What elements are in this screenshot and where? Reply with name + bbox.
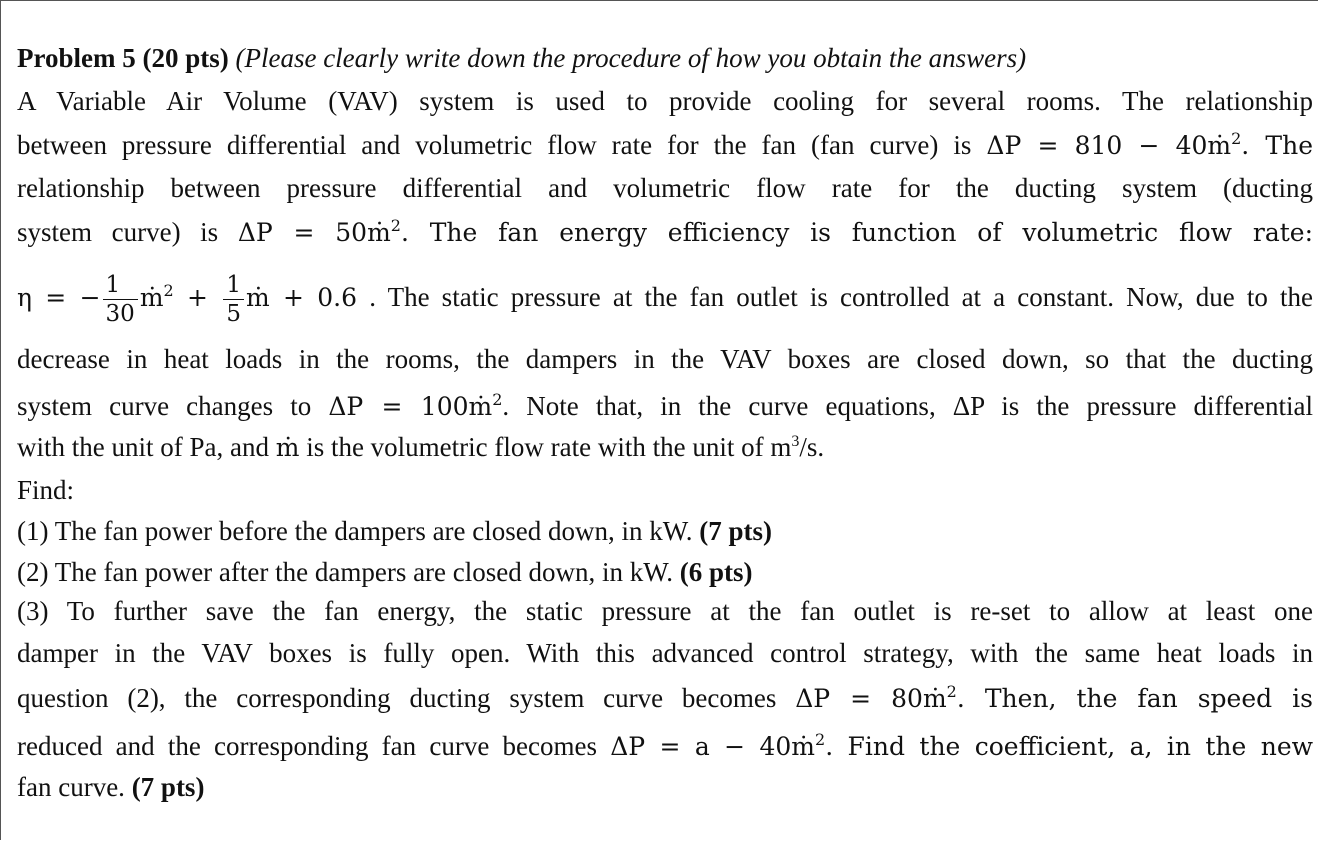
paragraph-line-1: A Variable Air Volume (VAV) system is used to provide cooling for several rooms. The relationship [17, 86, 1313, 116]
question-1: (1) The fan power before the dampers are closed down, in kW. (7 pts) [17, 516, 773, 546]
efficiency-equation: η = − $\frac{1}{30}$ ṁ$^2$ + $\frac{1}{5}$ ṁ + 0.6 [17, 272, 358, 327]
paragraph-line-7: system curve changes to ΔP = 100ṁ$^2$. Note that, in the curve equations, ΔP is the pressure differential [17, 390, 1314, 421]
problem-title: Problem 5 (20 pts) [17, 43, 229, 73]
question-2-points: (6 pts) [679, 557, 753, 587]
question-3-line-5: fan curve. (7 pts) [17, 772, 205, 802]
paragraph-line-6: decrease in heat loads in the rooms, the dampers in the VAV boxes are closed down, so that the ducting [17, 344, 1313, 374]
efficiency-equation-line: η = − $\frac{1}{30}$ ṁ$^2$ + $\frac{1}{5}$ ṁ + 0.6 . The static pressure at the fan outlet is controlled at a constant. Now, due to the [17, 272, 1314, 327]
question-3-line-4: reduced and the corresponding fan curve becomes ΔP = a − 40ṁ$^2$. Find the coefficient, a, in the new [17, 730, 1314, 761]
question-3-line-2: damper in the VAV boxes is fully open. With this advanced control strategy, with the same heat loads in [17, 638, 1313, 668]
paragraph-line-2: between pressure differential and volumetric flow rate for the fan (fan curve) is ΔP = 810 − 40ṁ$^2$. The [17, 129, 1313, 160]
problem-heading [17, 41, 1313, 75]
paragraph-line-4: system curve) is ΔP = 50ṁ$^2$. The fan energy efficiency is function of volumetric flow rate: [17, 216, 1314, 247]
find-label: Find: [17, 475, 75, 505]
fan-curve-2-equation: ΔP = a − 40ṁ$^2$. Find the coefficient, a, in the new [610, 730, 1314, 761]
question-3-line-1: (3) To further save the fan energy, the static pressure at the fan outlet is re-set to allow at least one [17, 596, 1313, 626]
fraction-1-30: $\frac{1}{30}$ [103, 271, 138, 328]
question-2: (2) The fan power after the dampers are closed down, in kW. (6 pts) [17, 557, 753, 587]
paragraph-line-3: relationship between pressure differential and volumetric flow rate for the ducting system (ducting [17, 173, 1313, 203]
fan-curve-equation: ΔP = 810 − 40ṁ$^2$. The [986, 129, 1313, 160]
question-3-line-3: question (2), the corresponding ducting system curve becomes ΔP = 80ṁ$^2$. Then, the fan speed is [17, 682, 1314, 713]
question-1-points: (7 pts) [699, 516, 773, 546]
paragraph-line-8: with the unit of Pa, and ṁ is the volumetric flow rate with the unit of $m^3/s$. [17, 432, 825, 462]
problem-instruction: (Please clearly write down the procedure of how you obtain the answers) [235, 43, 1027, 73]
question-3-points: (7 pts) [131, 772, 205, 802]
duct-curve-equation: ΔP = 50ṁ$^2$. The fan energy efficiency is function of volumetric flow rate: [237, 216, 1314, 247]
fraction-1-5: $\frac{1}{5}$ [223, 271, 244, 328]
duct-curve-2-equation: ΔP = 100ṁ$^2$ [328, 390, 503, 421]
duct-curve-3-equation: ΔP = 80ṁ$^2$. Then, the fan speed is [795, 682, 1314, 713]
